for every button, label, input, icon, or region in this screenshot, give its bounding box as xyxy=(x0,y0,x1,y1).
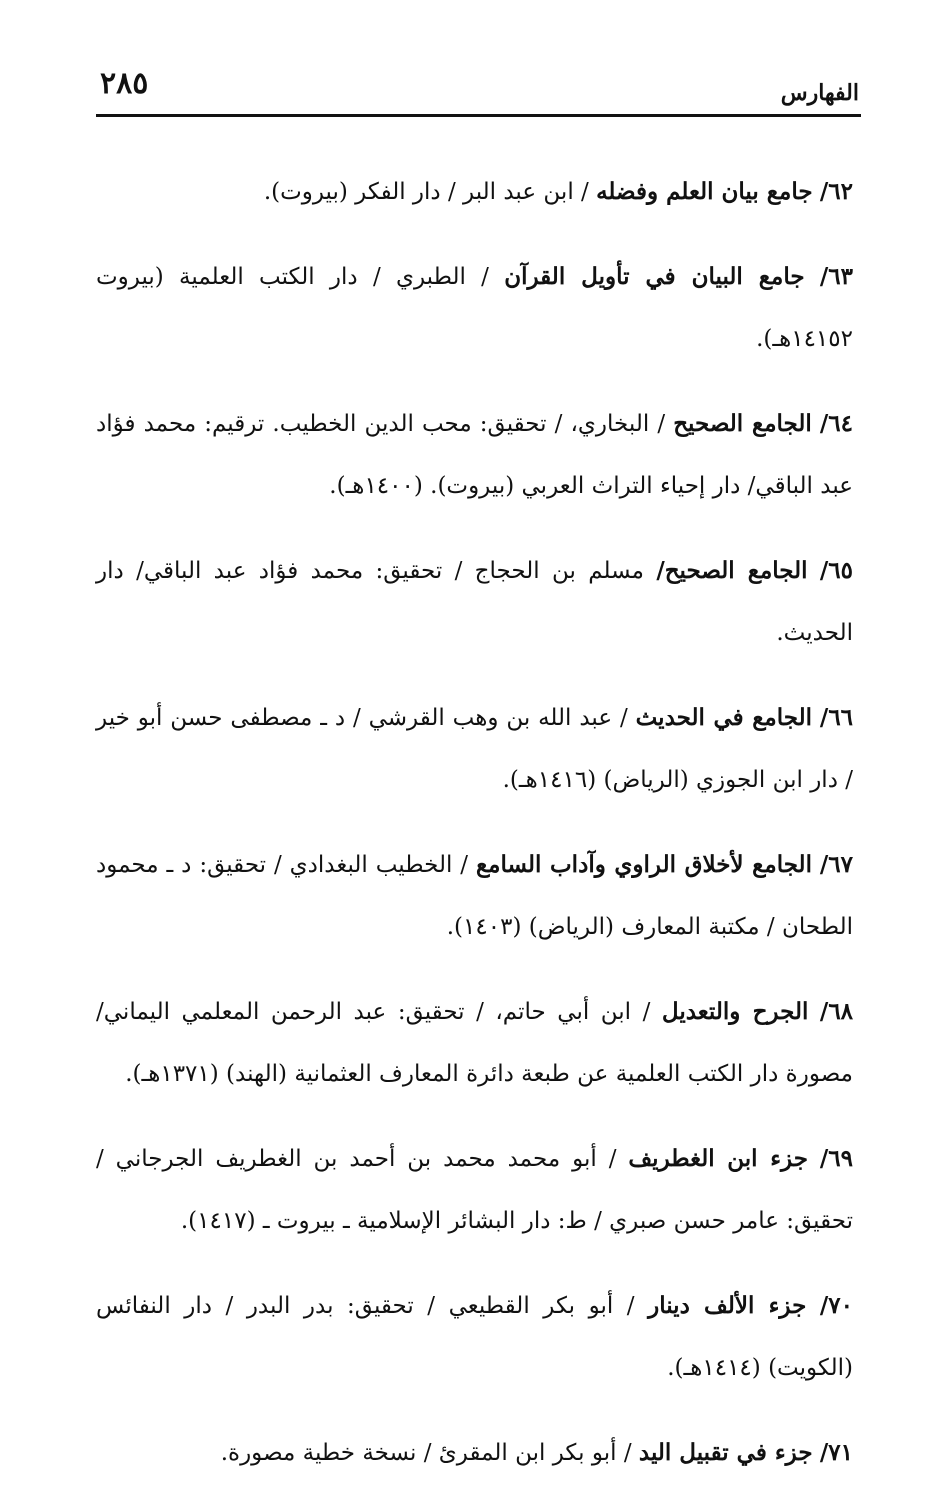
bibliography-entry xyxy=(96,834,853,958)
entry-title: الجامع الصحيح xyxy=(673,410,812,437)
entry-title: الجامع الصحيح/ xyxy=(656,557,808,584)
entry-details: / أبو بكر ابن المقرئ / نسخة خطية مصورة. xyxy=(220,1440,632,1466)
entry-title: الجامع لأخلاق الراوي وآداب السامع xyxy=(475,851,812,878)
entry-number: ٧١/ xyxy=(819,1439,853,1466)
entry-number: ٦٨/ xyxy=(819,998,854,1025)
entry-title: الجرح والتعديل xyxy=(661,998,809,1025)
entry-number: ٦٤/ xyxy=(819,410,854,437)
entry-title: جزء في تقبيل اليد xyxy=(638,1439,813,1466)
bibliography-entry xyxy=(96,687,853,811)
bibliography-entry xyxy=(96,540,853,664)
entry-title: جامع البيان في تأويل القرآن xyxy=(504,263,805,290)
entry-details: / الخطيب البغدادي / تحقيق: د ـ محمود الطحان / مكتبة المعارف (الرياض) (١٤٠٣). xyxy=(96,852,853,940)
entry-number: ٦٣/ xyxy=(819,263,854,290)
entry-details: / الطبري / دار الكتب العلمية (بيروت ١٤١٥٢هـ). xyxy=(96,264,853,352)
bibliography-entry xyxy=(96,981,853,1105)
entry-details: / ابن عبد البر / دار الفكر (بيروت). xyxy=(263,179,589,205)
entry-details: / عبد الله بن وهب القرشي / د ـ مصطفى حسن أبو خير / دار ابن الجوزي (الرياض) (١٤١٦هـ). xyxy=(96,705,853,793)
bibliography-entry xyxy=(96,393,853,517)
entry-details: مسلم بن الحجاج / تحقيق: محمد فؤاد عبد الباقي/ دار الحديث. xyxy=(96,558,853,646)
bibliography-entry xyxy=(96,161,853,223)
bibliography-entry xyxy=(96,1275,853,1399)
entry-details: / أبو بكر القطيعي / تحقيق: بدر البدر / دار النفائس (الكويت) (١٤١٤هـ). xyxy=(96,1293,853,1381)
page-number: ٢٨٥ xyxy=(100,66,149,101)
bibliography-entry xyxy=(96,1422,853,1484)
entry-details: / البخاري، / تحقيق: محب الدين الخطيب. ترقيم: محمد فؤاد عبد الباقي/ دار إحياء التراث العربي (بيروت). (١٤٠٠هـ). xyxy=(96,411,853,499)
running-title: الفهارس xyxy=(780,80,859,106)
bibliography-entry xyxy=(96,1128,853,1252)
entry-details: / أبو محمد محمد بن أحمد بن الغطريف الجرجاني / تحقيق: عامر حسن صبري / ط: دار البشائر الإسلامية ـ بيروت ـ (١٤١٧). xyxy=(96,1146,853,1234)
entry-title: جزء الألف دينار xyxy=(648,1292,807,1319)
entry-number: ٦٥/ xyxy=(819,557,854,584)
entry-details: / ابن أبي حاتم، / تحقيق: عبد الرحمن المعلمي اليماني/ مصورة دار الكتب العلمية عن طبعة دائرة المعارف العثمانية (الهند) (١٣٧١هـ). xyxy=(96,999,853,1087)
entry-title: جامع بيان العلم وفضله xyxy=(596,178,813,205)
page-header xyxy=(96,66,861,117)
entry-number: ٦٧/ xyxy=(819,851,854,878)
bibliography-entry xyxy=(96,246,853,370)
entry-number: ٦٦/ xyxy=(819,704,854,731)
entry-title: جزء ابن الغطريف xyxy=(628,1145,808,1172)
entry-number: ٧٠/ xyxy=(819,1292,854,1319)
entry-number: ٦٢/ xyxy=(819,178,853,205)
entry-number: ٦٩/ xyxy=(819,1145,853,1172)
bibliography-list xyxy=(96,138,853,1501)
entry-title: الجامع في الحديث xyxy=(635,704,813,731)
